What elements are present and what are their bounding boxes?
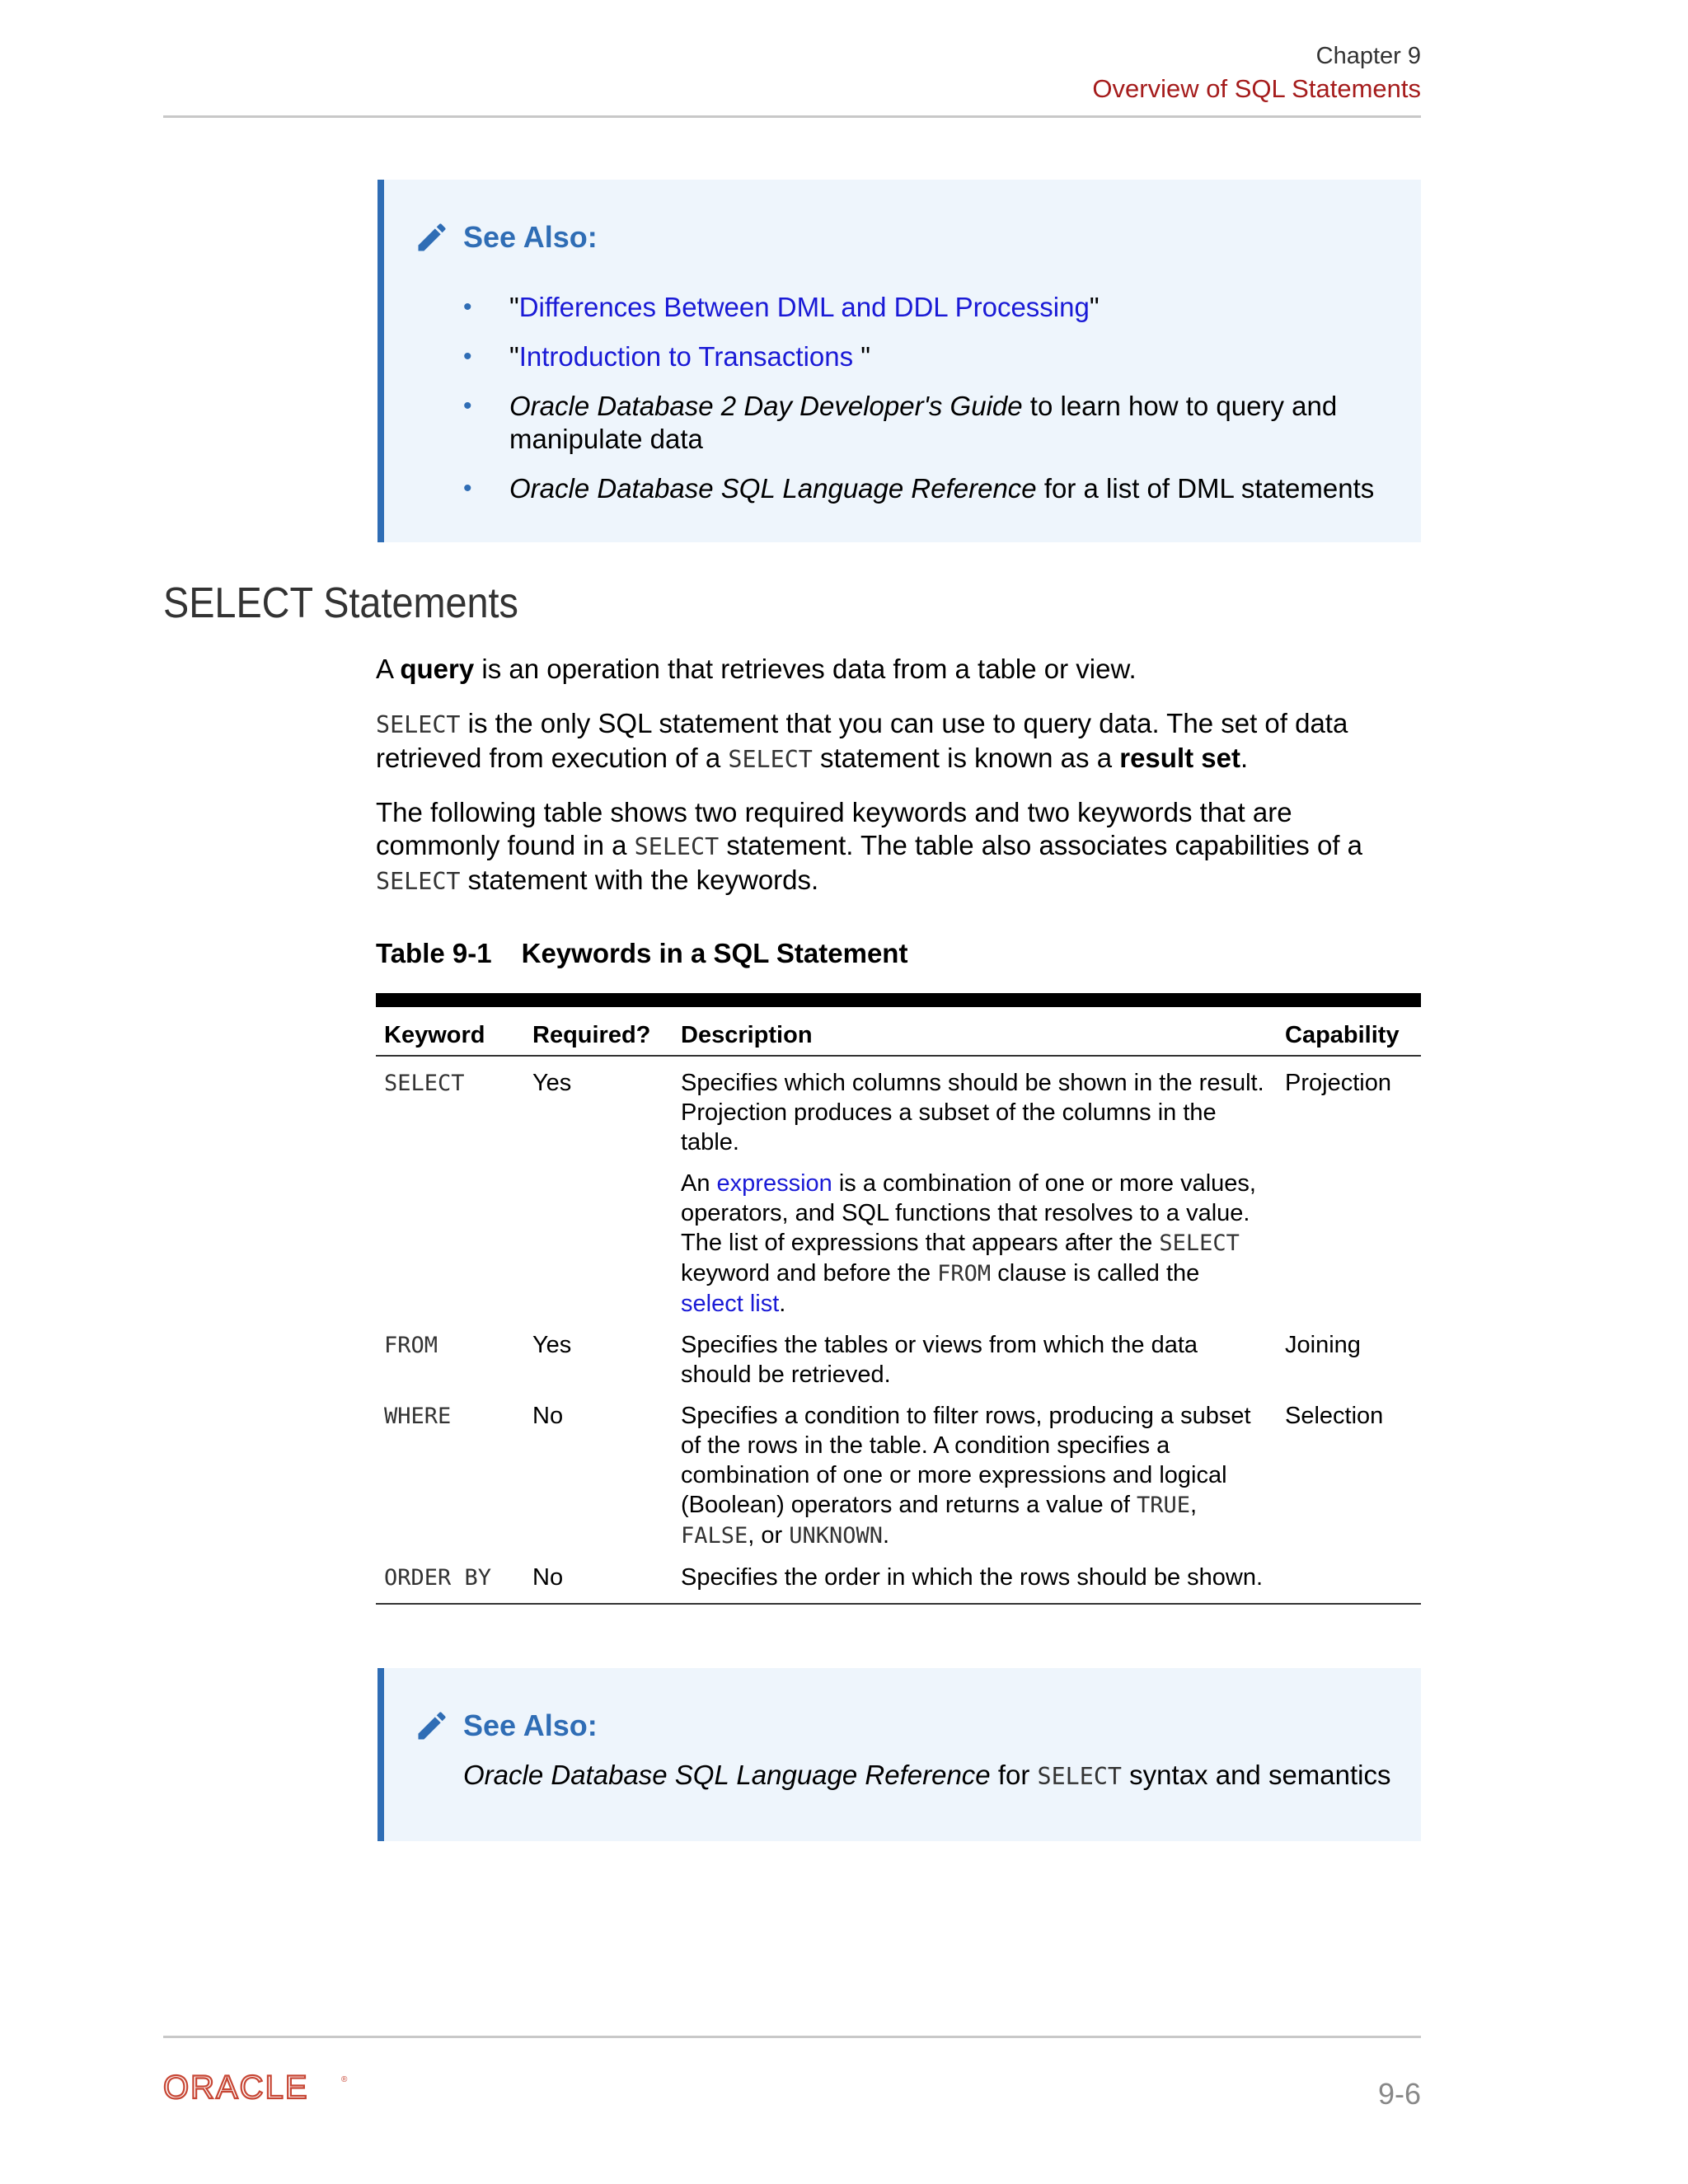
- table-row: [376, 1551, 1421, 1604]
- column-header: Description: [673, 1014, 1277, 1056]
- bullet-icon: •: [463, 475, 472, 502]
- bullet-icon: •: [463, 392, 472, 419]
- keyword-cell: SELECT: [384, 1071, 465, 1096]
- table-row: [376, 1319, 1421, 1390]
- capability-cell: [1277, 1551, 1421, 1604]
- description-cell: Specifies a condition to filter rows, producing a subset of the rows in the table. A condition specifies a combination of one or more expressions and logical (Boolean) operators and returns a value of TRUE, FALSE, or UNKNOWN.: [681, 1403, 1251, 1549]
- paragraph: A query is an operation that retrieves data from a table or view.: [376, 654, 1137, 684]
- list-item: • Oracle Database 2 Day Developer's Guide to learn how to query and manipulate data: [463, 391, 1338, 454]
- bullet-icon: •: [463, 293, 472, 321]
- keywords-table: [376, 1014, 1421, 1605]
- note-header: [414, 219, 598, 255]
- keyword-cell: WHERE: [384, 1404, 452, 1429]
- capability-cell: Joining: [1285, 1332, 1361, 1358]
- footer-divider: [163, 2036, 1421, 2038]
- column-header: Required?: [524, 1014, 673, 1056]
- book-title: Oracle Database SQL Language Reference: [463, 1760, 991, 1790]
- table-caption: Table 9-1 Keywords in a SQL Statement: [376, 938, 908, 968]
- capability-cell: Selection: [1285, 1403, 1384, 1429]
- expression-link[interactable]: expression: [716, 1170, 832, 1197]
- section-label: Overview of SQL Statements: [1092, 74, 1421, 103]
- book-title: Oracle Database SQL Language Reference: [509, 473, 1037, 504]
- required-cell: No: [532, 1403, 564, 1429]
- column-header: Capability: [1277, 1014, 1421, 1056]
- required-cell: Yes: [532, 1332, 572, 1358]
- select-list-link[interactable]: select list: [681, 1291, 780, 1317]
- transactions-link[interactable]: Introduction to Transactions: [518, 341, 861, 372]
- see-also-note-1: [377, 180, 1421, 542]
- list-item: • "Introduction to Transactions ": [463, 341, 870, 372]
- table-header-row: [376, 1014, 1421, 1056]
- pencil-icon: [414, 219, 450, 255]
- note-title: See Also:: [463, 220, 598, 254]
- note-body: Oracle Database SQL Language Reference for SELECT syntax and semantics: [463, 1760, 1391, 1790]
- svg-text:®: ®: [341, 2075, 348, 2084]
- oracle-logo: [163, 2070, 353, 2107]
- pencil-icon: [414, 1708, 450, 1744]
- description-cell: Specifies the order in which the rows should be shown.: [681, 1564, 1264, 1591]
- note-title: See Also:: [463, 1708, 598, 1742]
- keyword-cell: FROM: [384, 1333, 438, 1358]
- column-header: Keyword: [376, 1014, 524, 1056]
- paragraph: SELECT is the only SQL statement that you can use to query data. The set of data retrieved from execution of a SELECT statement is known as a result set.: [376, 708, 1348, 773]
- keyword-cell: ORDER BY: [384, 1565, 492, 1591]
- table-row: [376, 1390, 1421, 1551]
- note-header: [414, 1708, 598, 1744]
- see-also-note-2: [377, 1668, 1421, 1841]
- page-number: 9-6: [1377, 2077, 1421, 2111]
- bullet-icon: •: [463, 343, 472, 370]
- required-cell: Yes: [532, 1070, 572, 1096]
- description-cell: Specifies the tables or views from which the data should be retrieved.: [681, 1332, 1198, 1388]
- section-heading: SELECT Statements: [163, 579, 518, 627]
- book-title: Oracle Database 2 Day Developer's Guide: [509, 391, 1023, 421]
- dml-ddl-link[interactable]: Differences Between DML and DDL Processing: [518, 292, 1090, 322]
- chapter-label: Chapter 9: [1315, 43, 1421, 69]
- description-cell: Specifies which columns should be shown in the result. Projection produces a subset of the columns in the table. An expression is a combination of one or more values, operators, and SQL functions that resolves to a value. The list of expressions that appears after the SELECT keyword and before the FROM clause is called the select list.: [681, 1070, 1264, 1317]
- header-divider: [163, 115, 1421, 118]
- see-also-list: [463, 291, 1386, 522]
- table-row: [376, 1056, 1421, 1319]
- svg-text:ORACLE: ORACLE: [163, 2070, 309, 2103]
- required-cell: No: [532, 1564, 564, 1591]
- list-item: • Oracle Database SQL Language Reference for a list of DML statements: [463, 473, 1375, 504]
- list-item: • "Differences Between DML and DDL Processing": [463, 292, 1100, 322]
- table-top-bar: [376, 993, 1421, 1007]
- paragraph: The following table shows two required keywords and two keywords that are commonly found in a SELECT statement. The table also associates capabilities of a SELECT statement with the keywords.: [376, 797, 1363, 895]
- capability-cell: Projection: [1285, 1070, 1391, 1096]
